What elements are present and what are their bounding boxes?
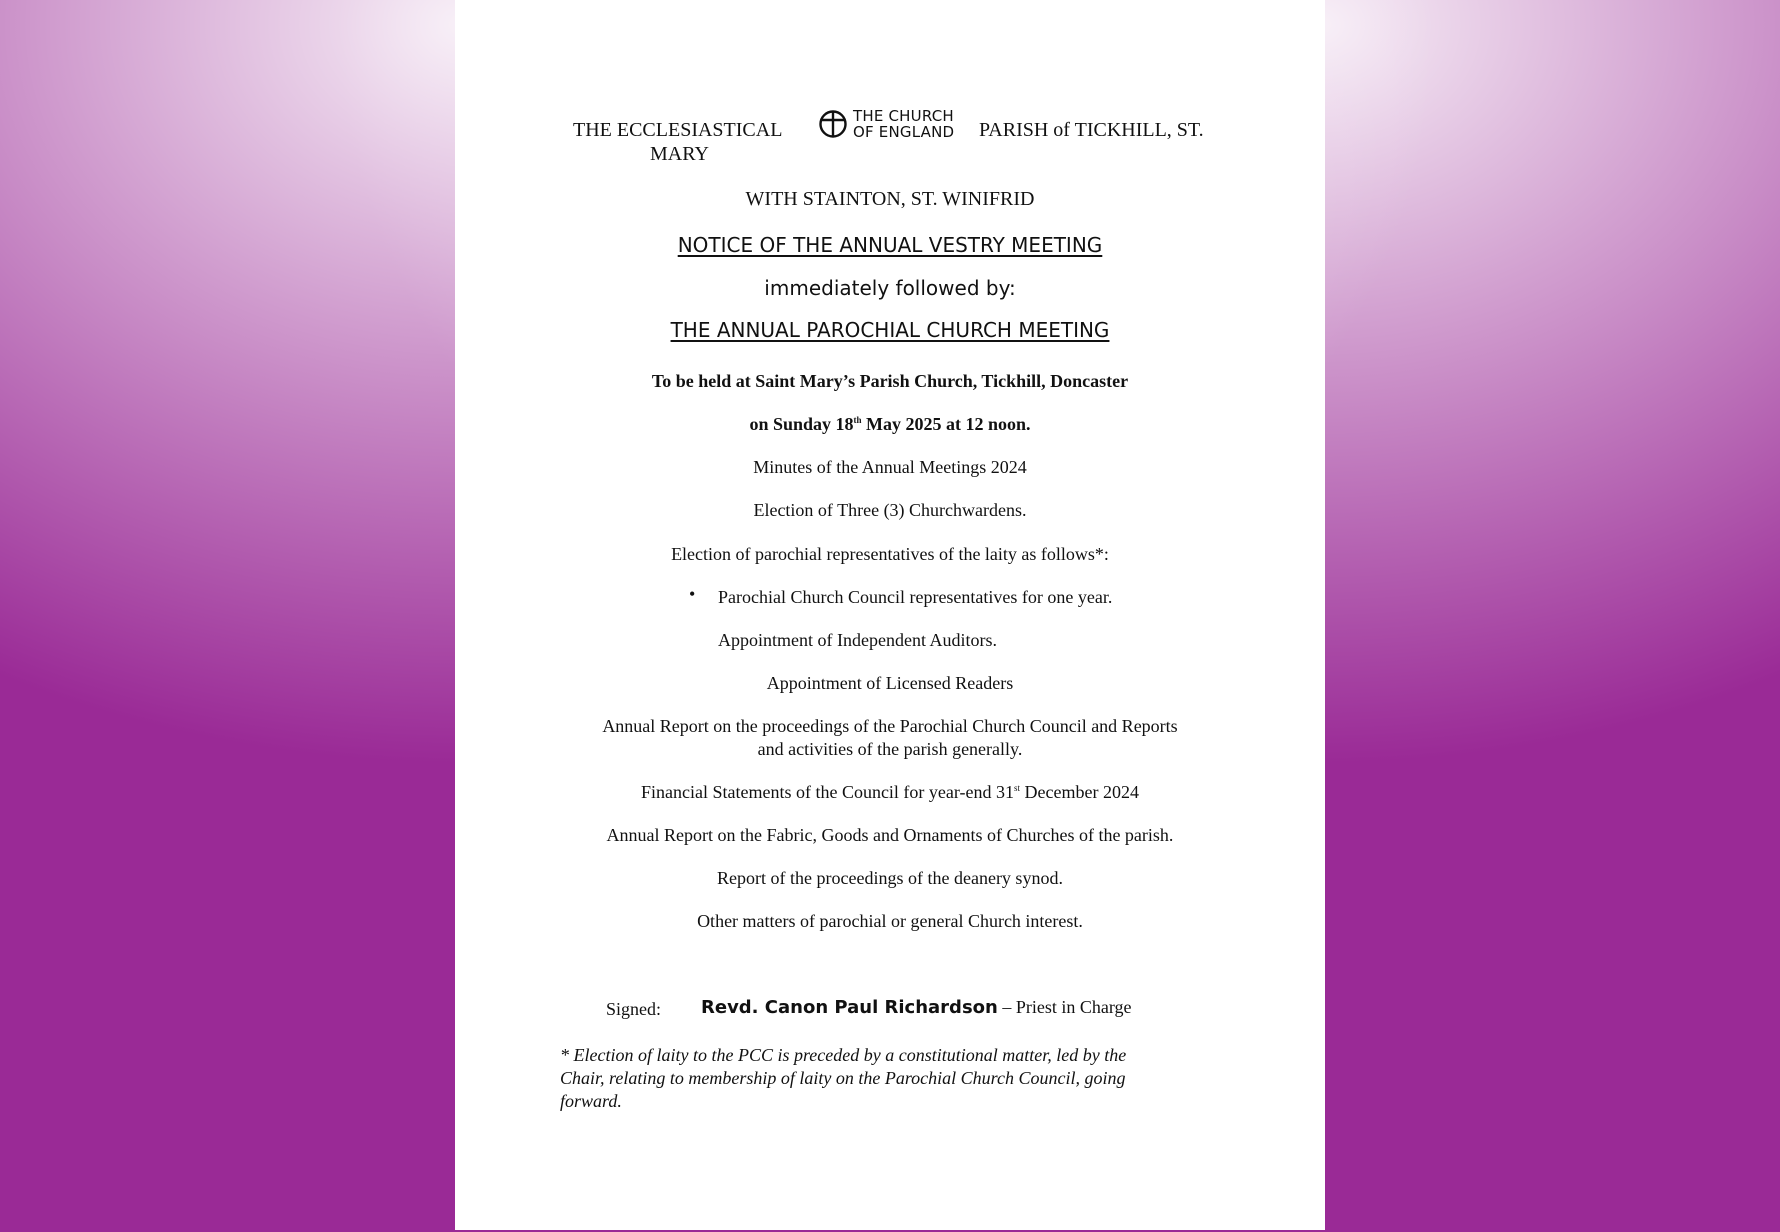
footnote-line-1: * Election of laity to the PCC is preceded by a constitutional matter, led by the: [560, 1045, 1127, 1065]
agenda-financial-prefix: Financial Statements of the Council for year-end 31: [640, 782, 1015, 802]
venue-line: To be held at Saint Mary’s Parish Church, Tickhill, Doncaster: [651, 371, 1129, 391]
agenda-minutes: Minutes of the Annual Meetings 2024: [753, 457, 1027, 477]
venue-date-sup: th: [853, 415, 862, 425]
notice-second-title: THE ANNUAL PAROCHIAL CHURCH MEETING: [670, 318, 1110, 342]
church-of-england-cross-icon: [818, 109, 848, 144]
agenda-financial-sup: st: [1014, 783, 1021, 793]
agenda-financial-suffix: December 2024: [1020, 782, 1139, 802]
venue-date-suffix: May 2025 at 12 noon.: [861, 414, 1031, 434]
footnote-line-3: forward.: [560, 1091, 622, 1111]
agenda-readers: Appointment of Licensed Readers: [766, 673, 1014, 693]
footnote-line-2: Chair, relating to membership of laity on the Parochial Church Council, going: [560, 1068, 1126, 1088]
bullet-icon: •: [689, 584, 696, 604]
signature-name: Revd. Canon Paul Richardson: [701, 997, 998, 1018]
logo-line-2: OF ENGLAND: [853, 123, 955, 141]
header-left-second-line: MARY: [650, 143, 709, 165]
notice-followed-by: immediately followed by:: [764, 276, 1016, 300]
agenda-pcc-bullet: Parochial Church Council representatives for one year.: [718, 587, 1113, 607]
header-left-text: THE ECCLESIASTICAL: [573, 119, 783, 141]
agenda-auditors: Appointment of Independent Auditors.: [718, 630, 997, 650]
agenda-fabric: Annual Report on the Fabric, Goods and Ornaments of Churches of the parish.: [606, 825, 1174, 845]
agenda-deanery: Report of the proceedings of the deanery synod.: [717, 868, 1063, 888]
agenda-churchwardens: Election of Three (3) Churchwardens.: [753, 500, 1027, 520]
venue-date-prefix: on Sunday 18: [749, 414, 854, 434]
header-subtitle: WITH STAINTON, ST. WINIFRID: [745, 188, 1035, 210]
signature-role: – Priest in Charge: [997, 997, 1132, 1017]
venue-date: [455, 414, 1325, 435]
agenda-financial: [455, 782, 1325, 803]
signature-label: Signed:: [606, 999, 662, 1019]
notice-title: NOTICE OF THE ANNUAL VESTRY MEETING: [677, 233, 1103, 257]
agenda-annual-report-line-1: Annual Report on the proceedings of the Parochial Church Council and Reports: [602, 716, 1178, 736]
logo-line-1: THE CHURCH: [853, 107, 954, 125]
agenda-annual-report-line-2: and activities of the parish generally.: [757, 739, 1023, 759]
notice-document-page: [455, 0, 1325, 1230]
agenda-laity: Election of parochial representatives of the laity as follows*:: [671, 544, 1109, 564]
signature-line: [701, 997, 1132, 1018]
agenda-other: Other matters of parochial or general Church interest.: [697, 911, 1083, 931]
header-right-text: PARISH of TICKHILL, ST.: [979, 119, 1204, 141]
